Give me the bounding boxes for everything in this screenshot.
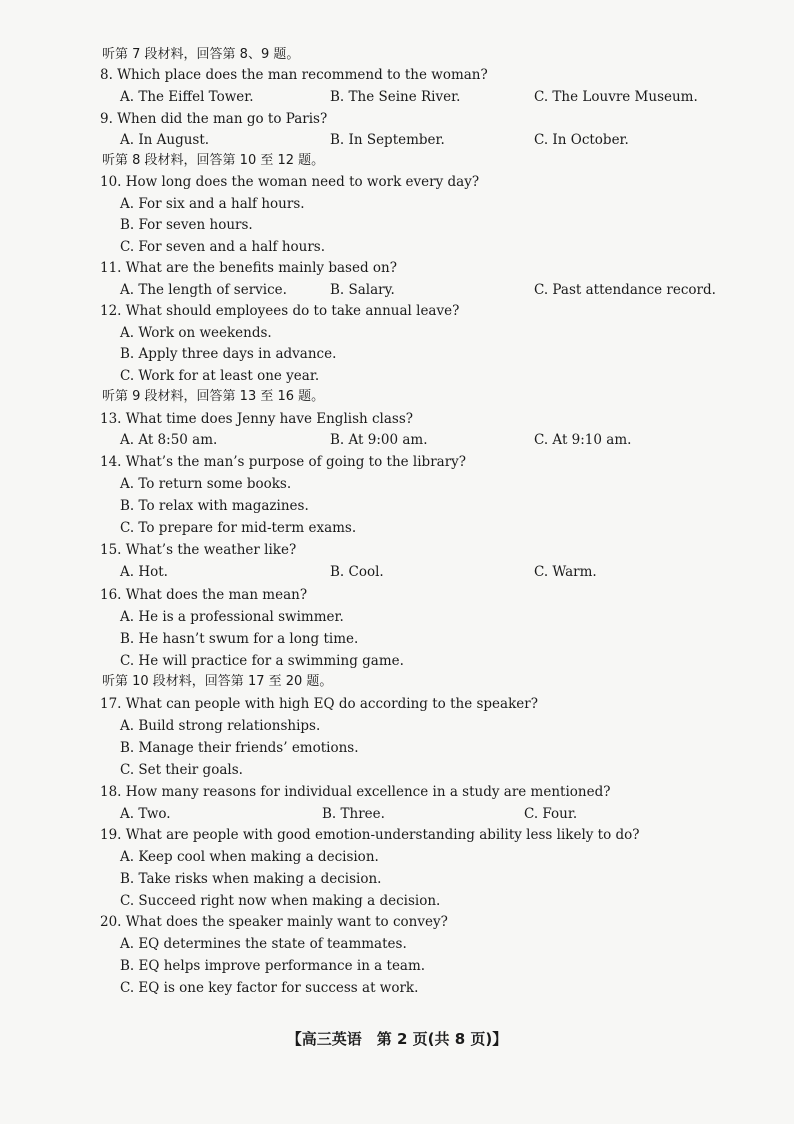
question-12: 12. What should employees do to take annual leave? [100,303,460,319]
q10-option-c: C. For seven and a half hours. [120,239,326,255]
q19-option-a: A. Keep cool when making a decision. [120,849,379,865]
q9-option-a: A. In August. [120,132,210,148]
q18-option-a: A. Two. [120,806,171,822]
question-20: 20. What does the speaker mainly want to convey? [100,914,448,930]
question-17: 17. What can people with high EQ do according to the speaker? [100,696,538,712]
q13-option-c: C. At 9:10 am. [534,432,632,448]
q14-option-b: B. To relax with magazines. [120,498,309,514]
q20-option-a: A. EQ determines the state of teammates. [120,936,407,952]
question-18: 18. How many reasons for individual excellence in a study are mentioned? [100,784,611,800]
question-16: 16. What does the man mean? [100,587,308,603]
q19-option-b: B. Take risks when making a decision. [120,871,382,887]
q19-option-c: C. Succeed right now when making a decision. [120,893,441,909]
q13-option-a: A. At 8:50 am. [120,432,218,448]
q16-option-b: B. He hasn’t swum for a long time. [120,631,359,647]
q18-option-b: B. Three. [322,806,385,822]
q12-option-c: C. Work for at least one year. [120,368,320,384]
q11-option-c: C. Past attendance record. [534,282,716,298]
q20-option-b: B. EQ helps improve performance in a team. [120,958,426,974]
q8-option-a: A. The Eiffel Tower. [120,89,254,105]
q16-option-a: A. He is a professional swimmer. [120,609,344,625]
section-8-header: 听第 8 段材料，回答第 10 至 12 题。 [102,153,325,168]
q12-option-a: A. Work on weekends. [120,325,272,341]
q9-option-b: B. In September. [330,132,445,148]
q15-option-c: C. Warm. [534,564,597,580]
question-14: 14. What’s the man’s purpose of going to the library? [100,454,467,470]
q20-option-c: C. EQ is one key factor for success at work. [120,980,419,996]
question-19: 19. What are people with good emotion-understanding ability less likely to do? [100,827,640,843]
q9-option-c: C. In October. [534,132,629,148]
q10-option-b: B. For seven hours. [120,217,253,233]
q10-option-a: A. For six and a half hours. [120,196,305,212]
section-10-header: 听第 10 段材料，回答第 17 至 20 题。 [102,674,333,689]
q13-option-b: B. At 9:00 am. [330,432,428,448]
section-9-header: 听第 9 段材料，回答第 13 至 16 题。 [102,389,325,404]
question-10: 10. How long does the woman need to work every day? [100,174,480,190]
q11-option-a: A. The length of service. [120,282,287,298]
question-9: 9. When did the man go to Paris? [100,111,328,127]
q18-option-c: C. Four. [524,806,578,822]
q8-option-c: C. The Louvre Museum. [534,89,698,105]
page-footer: 【高三英语 第 2 页(共 8 页)】 [286,1030,508,1048]
question-8: 8. Which place does the man recommend to the woman? [100,67,488,83]
q12-option-b: B. Apply three days in advance. [120,346,337,362]
q17-option-a: A. Build strong relationships. [120,718,321,734]
q8-option-b: B. The Seine River. [330,89,461,105]
q15-option-b: B. Cool. [330,564,384,580]
q14-option-c: C. To prepare for mid-term exams. [120,520,357,536]
q14-option-a: A. To return some books. [120,476,292,492]
question-15: 15. What’s the weather like? [100,542,297,558]
q17-option-b: B. Manage their friends’ emotions. [120,740,359,756]
question-11: 11. What are the benefits mainly based on? [100,260,397,276]
q17-option-c: C. Set their goals. [120,762,243,778]
section-7-header: 听第 7 段材料，回答第 8、9 题。 [102,47,300,62]
question-13: 13. What time does Jenny have English class? [100,411,414,427]
q15-option-a: A. Hot. [120,564,168,580]
q11-option-b: B. Salary. [330,282,395,298]
q16-option-c: C. He will practice for a swimming game. [120,653,404,669]
